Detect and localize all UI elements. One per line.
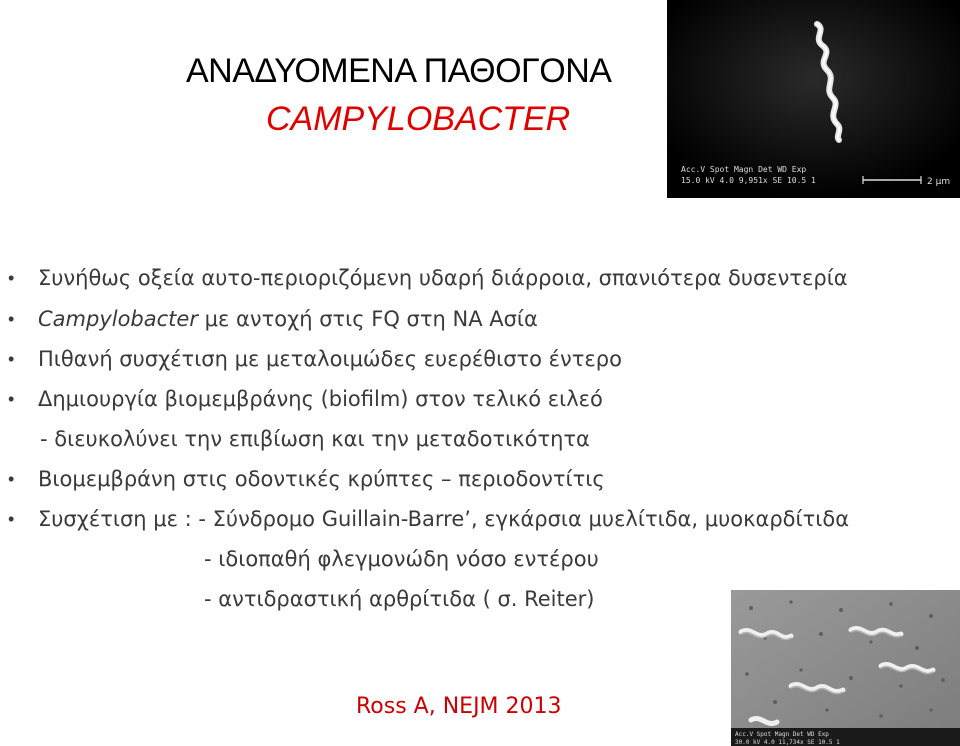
bullet-dot: • bbox=[8, 268, 15, 288]
bullet-item: Πιθανή συσχέτιση με μεταλοιμώδες ευερέθιστο έντερο bbox=[38, 347, 622, 371]
bullet-subitem: - αντιδραστική αρθρίτιδα ( σ. Reiter) bbox=[204, 587, 595, 611]
bullet-dot: • bbox=[8, 349, 15, 369]
slide-subtitle: CAMPYLOBACTER bbox=[266, 100, 571, 138]
bullet-dot: • bbox=[8, 389, 15, 409]
bullet-dot: • bbox=[8, 509, 15, 529]
reference-citation: Ross A, NEJM 2013 bbox=[356, 694, 562, 719]
slide-title: ΑΝΑΔΥΟΜΕΝΑ ΠΑΘΟΓΟΝΑ bbox=[186, 52, 612, 90]
bullet-item: Βιομεμβράνη στις οδοντικές κρύπτες – περιοδοντίτις bbox=[38, 467, 605, 491]
bullet-item: Συσχέτιση με : - Σύνδρομο Guillain-Barre’, εγκάρσια μυελίτιδα, μυοκαρδίτιδα bbox=[38, 507, 850, 531]
micrograph-info-row1: Acc.V Spot Magn Det WD Exp bbox=[735, 731, 829, 738]
micrograph-bacteria-cluster bbox=[731, 590, 960, 746]
micrograph-spiral-bacterium bbox=[667, 0, 960, 198]
electron-micrograph-top bbox=[667, 0, 960, 198]
bullet-dot: • bbox=[8, 309, 15, 329]
bullet-dot: • bbox=[8, 469, 15, 489]
micrograph-info-row1: Acc.V Spot Magn Det WD Exp bbox=[681, 165, 807, 174]
bullet-subitem: - διευκολύνει την επιβίωση και την μεταδοτικότητα bbox=[40, 427, 590, 451]
micrograph-info-row2: 30.0 kV 4.0 11,734x SE 10.5 1 bbox=[735, 739, 840, 746]
electron-micrograph-bottom bbox=[731, 590, 960, 746]
micrograph-info-row2: 15.0 kV 4.0 9,951x SE 10.5 1 bbox=[681, 176, 816, 185]
bullet-item: Συνήθως οξεία αυτο-περιοριζόμενη υδαρή διάρροια, σπανιότερα δυσεντερία bbox=[38, 266, 848, 290]
scale-bar-label: 2 μm bbox=[927, 177, 951, 187]
bullet-subitem: - ιδιοπαθή φλεγμονώδη νόσο εντέρου bbox=[204, 547, 599, 571]
bullet-italic-term: Campylobacter bbox=[38, 307, 198, 331]
bullet-item: Δημιουργία βιομεμβράνης (biofilm) στον τελικό ειλεό bbox=[38, 387, 603, 411]
bullet-item bbox=[38, 307, 538, 331]
bullet-text: με αντοχή στις FQ στη ΝΑ Ασία bbox=[197, 307, 538, 331]
